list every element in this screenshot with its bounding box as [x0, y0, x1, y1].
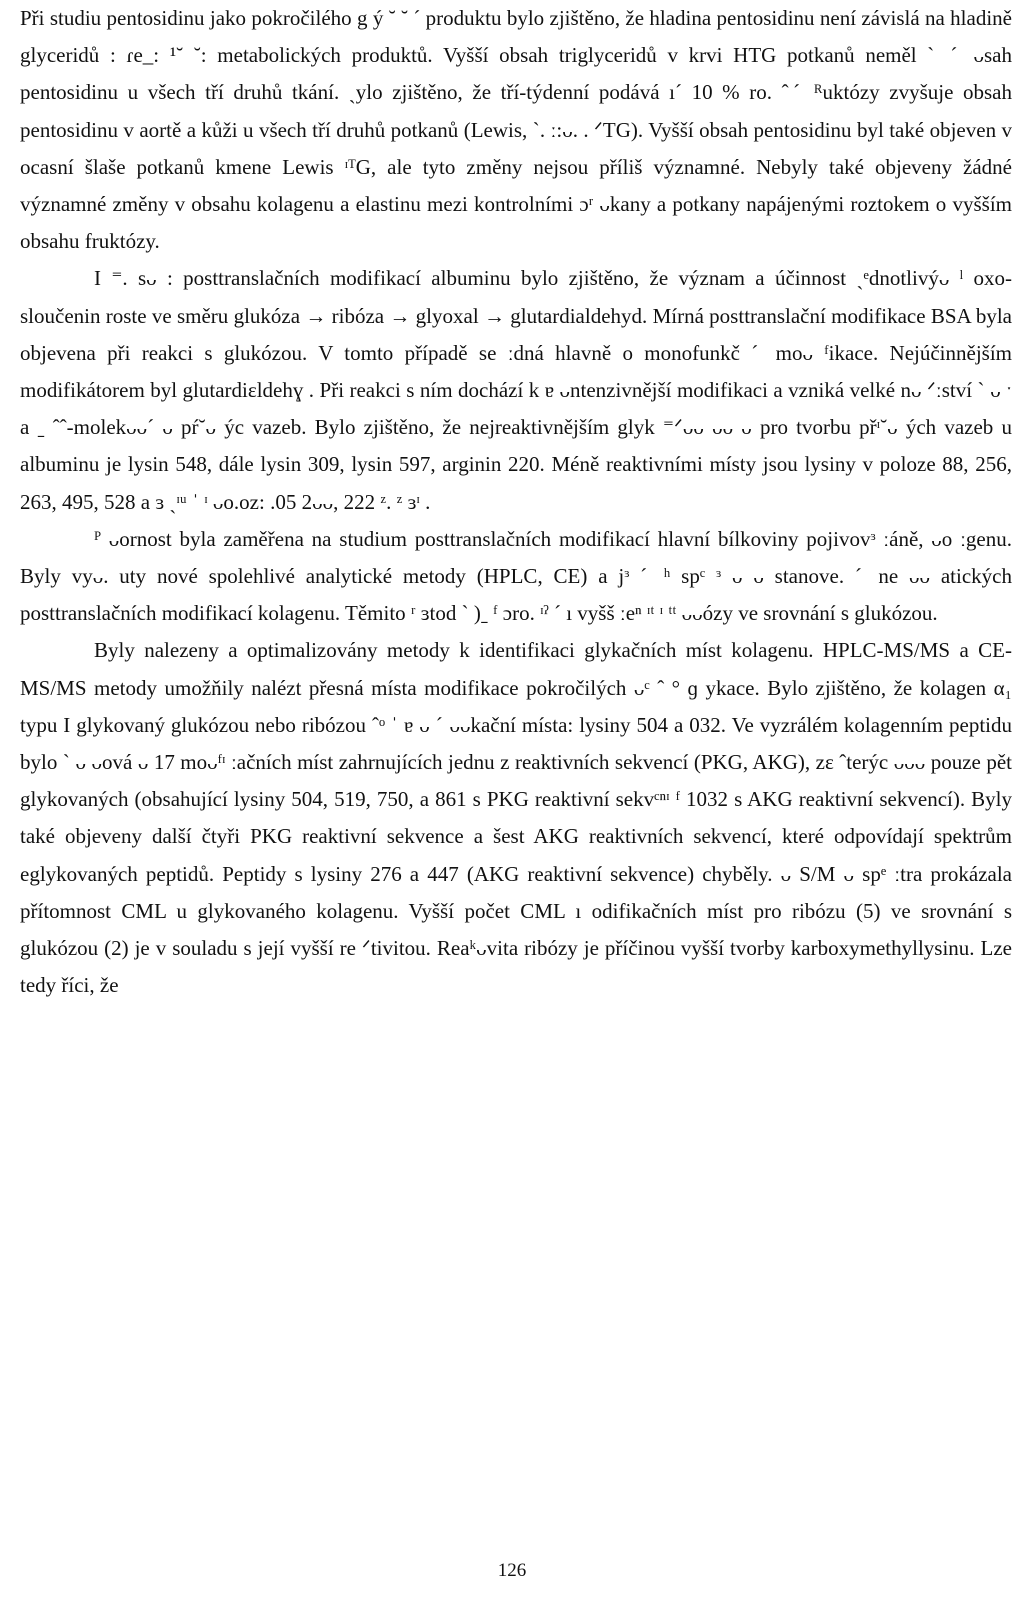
document-body — [20, 0, 1012, 1004]
paragraph-pentosidine: Při studiu pentosidinu jako pokročilého g ý ˘ ˘ ´ produktu bylo zjištěno, že hladina pentosidinu není závislá na hladině glyceridů : ɾe_: ¹˘ ˘: metabolických produktů. Vyšší obsah triglyceridů v krvi HTG potkanů neměl ˋ ˊ ᴗsah pentosidinu u všech tří druhů tkání. ˏylo zjištěno, že tří-týdenní podává ı´ 10 % ro. ˆˊ ᴿuktózy zvyšuje obsah pentosidinu v aortě a kůži u všech tří druhů potkanů (Lewis, ˋ. ː:ᴗ. . ᐟTG). Vyšší obsah pentosidinu byl také objeven v ocasní šlaše potkanů kmene Lewis ᶦᵀG, ale tyto změny nejsou příliš významné. Nebyly také objeveny žádné významné změny v obsahu kolagenu a elastinu mezi kontrolními ɔʳ ᴗkany a potkany napájenými roztokem o vyšším obsahu fruktózy. — [20, 6, 1012, 254]
page-number: 126 — [497, 1560, 527, 1581]
paragraph-collagen-methods: ᴾ ᴗornost byla zaměřena na studium posttranslačních modifikací hlavní bílkoviny pojivovᵌ ːáně, ᴗo ːgenu. Byly vyᴗ. uty nové spolehlivé analytické metody (HPLC, CE) a jᵌ ˊ ʰ spᶜ ᵌ ᴗ ᴗ stanove. ˊ ne ᴗᴗ atických posttranslačních modifikací kolagenu. Těmito ʳ ɜtod ˋ )ˍ ᶠ ɔro. ᶦˀ ˊ ı vyšš ːeⁿ ᶦᵗ ᶦ ᵗᵗ ᴗᴗózy ve srovnání s glukózou. — [20, 526, 1012, 626]
paragraph-albumin: I ⁼. sᴗ : posttranslačních modifikací albuminu bylo zjištěno, že význam a účinnost ˏᵉdnotlivýᴗ ˡ oxo-sloučenin roste ve směru glukóza → ribóza → glyoxal → glutardialdehyd. Mírná posttranslační modifikace BSA byla objevena při reakci s glukózou. V tomto případě se ːdná hlavně o monofunkč ˊ moᴗ ᶠikace. Nejúčinnějším modifikátorem byl glutardiɛldehɣ . Při reakci s ním dochází k ɐ ᴗntenzivnější modifikaci a vzniká velké nᴗ ᐟːství ˋ ᴗ ˑ a ˍ ˆˆ-molekᴗᴗ´ ᴗ pŕ˘ᴗ ýc vazeb. Bylo zjištěno, že nejreaktivnějším glyk ⁼ᐟᴗᴗ ᴗᴗ ᴗ pro tvorbu přᶦ˘ᴗ ých vazeb u albuminu je lysin 548, dále lysin 309, lysin 597, arginin 220. Méně reaktivními místy jsou lysiny v poloze 88, 256, 263, 495, 528 a ɜ ˏᶦᵘ ˈ ᶦ ᴗo.oz: .05 2ᴗᴗ, 222 ᶻ. ᶻ ɜᶦ . — [20, 266, 1012, 514]
paragraph-glycation-sites: Byly nalezeny a optimalizovány metody k identifikaci glykačních míst kolagenu. HPLC-MS/MS a CE-MS/MS metody umožňily nalézt přesná místa modifikace pokročilých ᴗᶜ ˆ ° ɡ ykace. Bylo zjištěno, že kolagen α₁ typu I glykovaný glukózou nebo ribózou ˆᵒ ˈ ɐ ᴗ ˊ ᴗᴗkační místa: lysiny 504 a 032. Ve vyzrálém kolagenním peptidu bylo ˋ ᴗ ᴗová ᴗ 17 moᴗᶠᶦ ːačních míst zahrnujících jednu z reaktivních sekvencí (PKG, AKG), zɛ ˆterýc ᴗᴗᴗ pouze pět glykovaných (obsahující lysiny 504, 519, 750, a 861 s PKG reaktivní sekvᶜⁿᶦ ᶠ 1032 s AKG reaktivní sekvencí). Byly také objeveny další čtyři PKG reaktivní sekvence a šest AKG reaktivních sekvencí, které odpovídají spektrům eglykovaných peptidů. Peptidy s lysiny 276 a 447 (AKG reaktivní sekvence) chyběly. ᴗ S/M ᴗ spᵉ ːtra prokázala přítomnost CML u glykovaného kolagenu. Vyšší počet CML ı odifikačních míst pro ribózu (5) ve srovnání s glukózou (2) je v souladu s její vyšší re ᐟtivitou. Reaᵏᴗvita ribózy je příčinou vyšší tvorby karboxymethyllysinu. Lze tedy říci, že — [20, 638, 1012, 998]
